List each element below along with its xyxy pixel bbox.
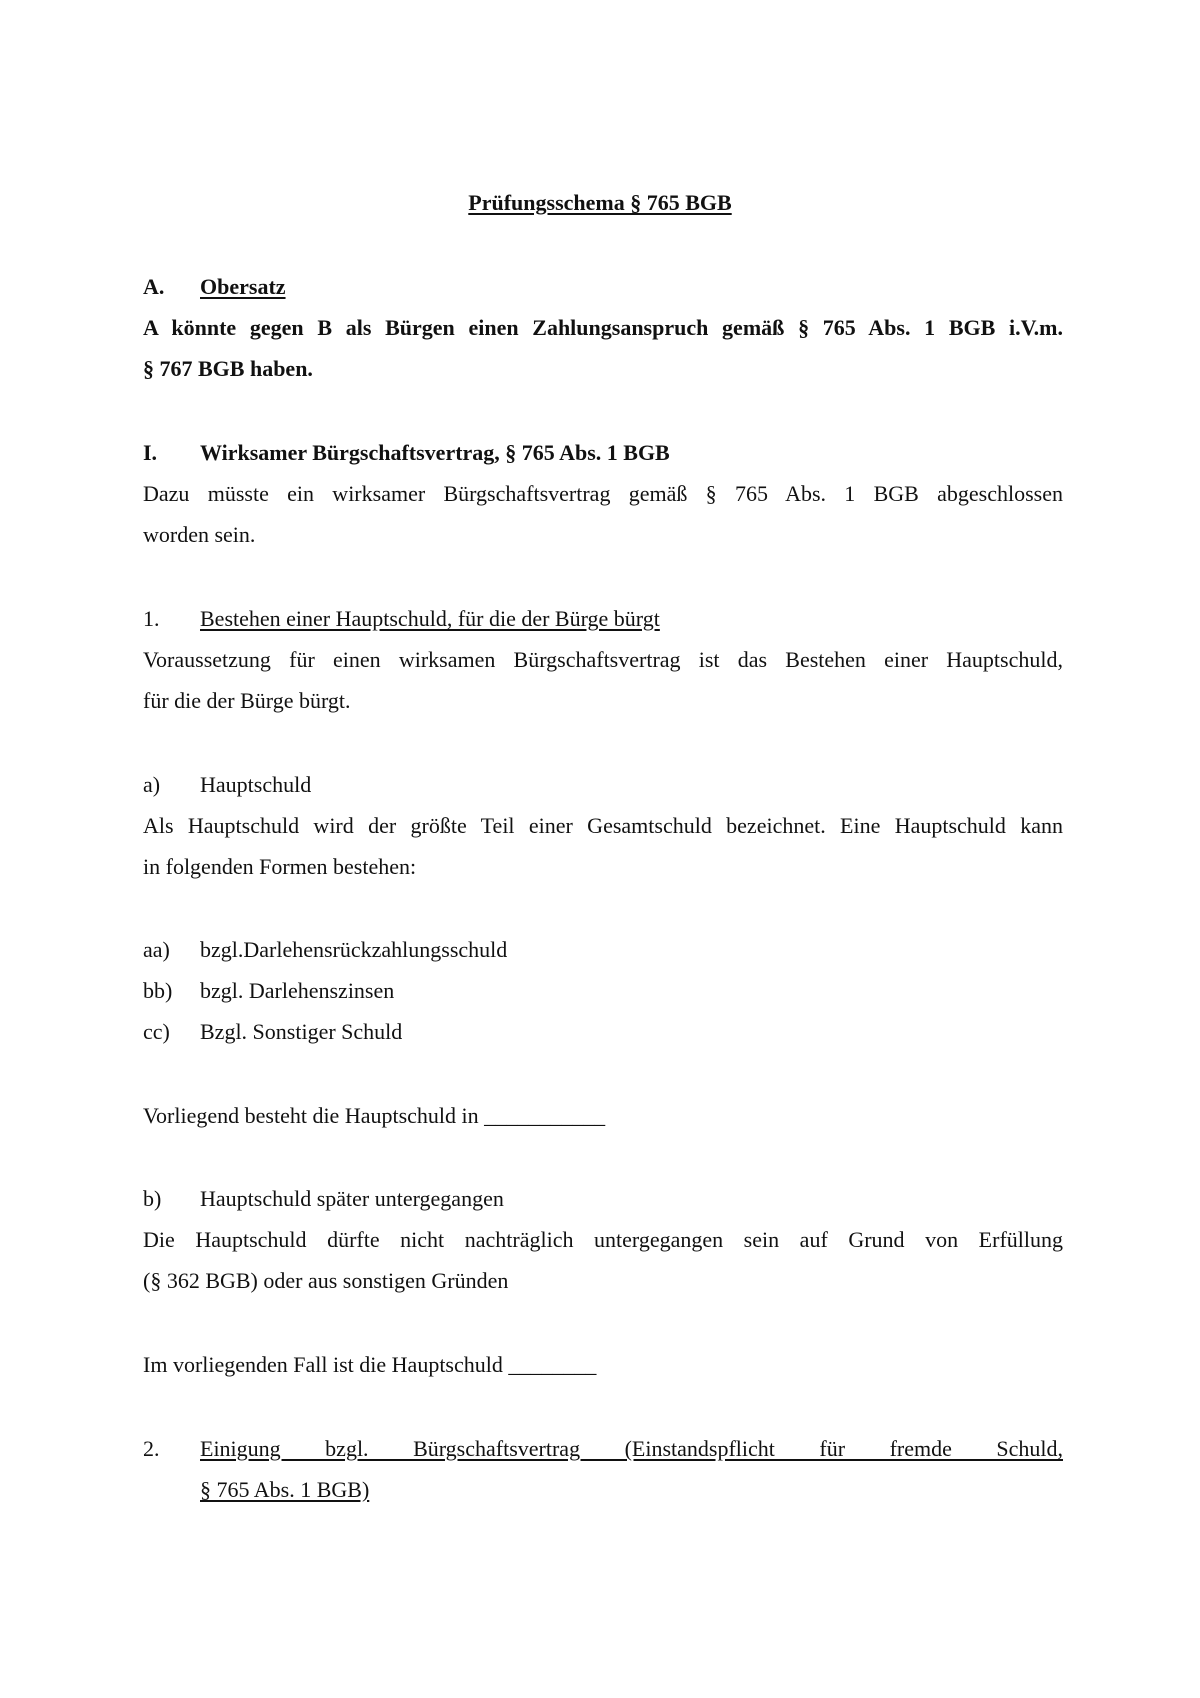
section-i-title: Wirksamer Bürgschaftsvertrag, § 765 Abs. 1 BGB <box>200 440 670 465</box>
section-i-text-line1: Dazu müsste ein wirksamer Bürgschaftsvertrag gemäß § 765 Abs. 1 BGB abgeschlossen <box>143 481 1063 506</box>
list-item <box>143 976 394 1006</box>
section-a-sub-title: Hauptschuld <box>200 772 312 797</box>
list-item <box>143 935 507 965</box>
page-title: Prüfungsschema § 765 BGB <box>468 190 732 215</box>
section-i-text-line2: worden sein. <box>143 522 256 547</box>
section-a-sub-number: a) <box>143 772 161 797</box>
section-i-number: I. <box>143 440 158 465</box>
list-item-number: bb) <box>143 978 173 1003</box>
list-item-text: bzgl. Darlehenszinsen <box>200 978 395 1003</box>
list-item-number: aa) <box>143 937 170 962</box>
section-a-number: A. <box>143 274 165 299</box>
list-item-text: bzgl.Darlehensrückzahlungsschuld <box>200 937 508 962</box>
section-2-heading <box>143 1428 1063 1510</box>
fill-in-line-1: Vorliegend besteht die Hauptschuld in ___________ <box>143 1103 606 1128</box>
section-a-sub-text-line1: Als Hauptschuld wird der größte Teil einer Gesamtschuld bezeichnet. Eine Hauptschuld kann <box>143 813 1063 838</box>
section-b-sub-number: b) <box>143 1186 162 1211</box>
section-2-title-line2: § 765 Abs. 1 BGB) <box>200 1477 370 1502</box>
section-a-sub-text-line2: in folgenden Formen bestehen: <box>143 854 417 879</box>
section-1-heading <box>143 604 660 634</box>
section-1-title: Bestehen einer Hauptschuld, für die der Bürge bürgt <box>200 606 660 631</box>
section-a-sub-heading <box>143 770 311 800</box>
section-a-text-line2: § 767 BGB haben. <box>143 356 313 381</box>
section-1-number: 1. <box>143 606 160 631</box>
section-b-sub-title: Hauptschuld später untergegangen <box>200 1186 504 1211</box>
section-i-heading <box>143 438 670 468</box>
section-b-sub-heading <box>143 1184 504 1214</box>
section-b-sub-text-line1: Die Hauptschuld dürfte nicht nachträglich untergegangen sein auf Grund von Erfüllung <box>143 1227 1063 1252</box>
list-item-number: cc) <box>143 1019 170 1044</box>
fill-in-line-2: Im vorliegenden Fall ist die Hauptschuld ________ <box>143 1352 597 1377</box>
section-2-title-line1: Einigung bzgl. Bürgschaftsvertrag (Einstandspflicht für fremde Schuld, <box>200 1436 1063 1461</box>
section-a-title: Obersatz <box>200 274 286 299</box>
section-a-text-line1: A könnte gegen B als Bürgen einen Zahlungsanspruch gemäß § 765 Abs. 1 BGB i.V.m. <box>143 315 1063 340</box>
list-item-text: Bzgl. Sonstiger Schuld <box>200 1019 403 1044</box>
list-item <box>143 1017 402 1047</box>
section-b-sub-text-line2: (§ 362 BGB) oder aus sonstigen Gründen <box>143 1268 509 1293</box>
section-1-text-line2: für die der Bürge bürgt. <box>143 688 351 713</box>
section-a-heading <box>143 272 286 302</box>
section-2-number: 2. <box>143 1436 160 1461</box>
section-1-text-line1: Voraussetzung für einen wirksamen Bürgschaftsvertrag ist das Bestehen einer Hauptschuld, <box>143 647 1063 672</box>
